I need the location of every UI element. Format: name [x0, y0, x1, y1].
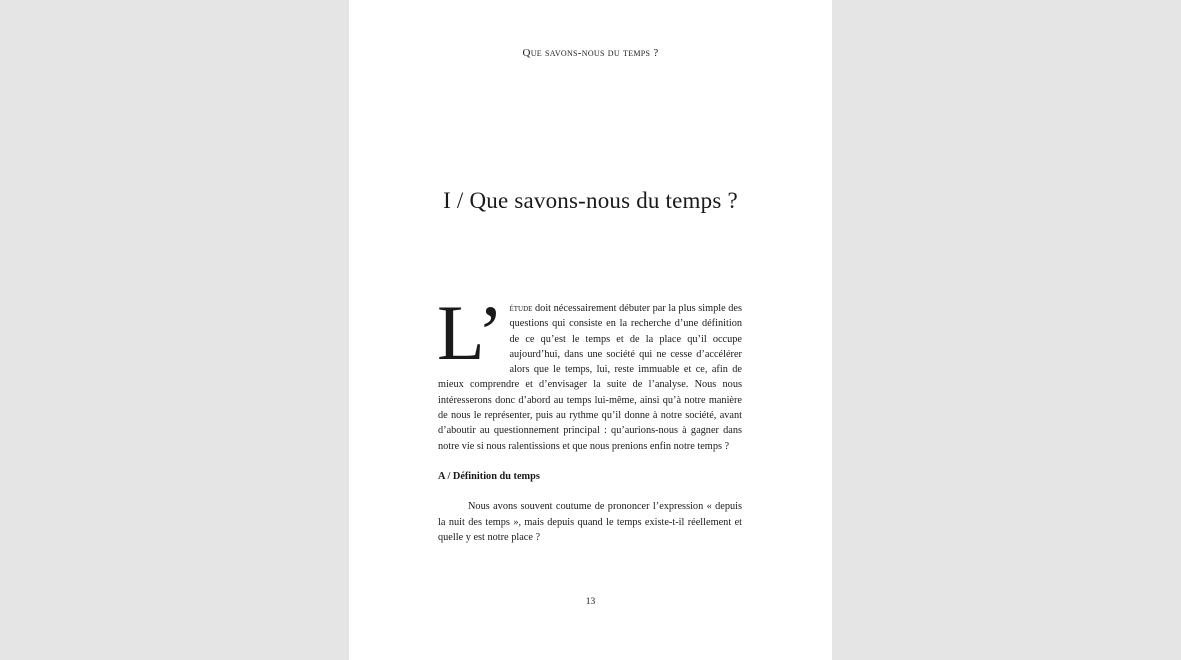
body-text [437, 289, 742, 545]
chapter-title: I / Que savons-nous du temps ? [443, 188, 738, 213]
page-number: 13 [585, 597, 596, 607]
intro-text: doit nécessairement débuter par la plus simple des questions qui consiste en la recherche d’une définition de ce qu’est le temps et de la place qu’il occupe aujourd’hui, dans une société qui ne cesse d’accélérer alors que le temps, lui, reste immuable et ce, afin de mieux comprendre et d’envisager la suite de l’analyse. Nous nous intéresserons donc d’abord au temps lui-même, ainsi qu’à notre manière de nous le représenter, puis au rythme qu’il donne à notre société, avant d’aboutir au questionnement principal : qu’aurions-nous à gagner dans notre vie si nous ralentissions et que nous prenions enfin notre temps ? [438, 303, 742, 452]
section-heading: A / Définition du temps [438, 470, 540, 482]
intro-first-word: étude [509, 303, 533, 314]
body-paragraph: Nous avons souvent coutume de prononcer l’expression « depuis la nuit des temps », mais depuis quand le temps existe-t-il réellement et quelle y est notre place ? [438, 501, 742, 543]
book-page [349, 0, 832, 660]
running-head: Que savons-nous du temps ? [522, 47, 659, 59]
intro-paragraph [437, 289, 742, 454]
drop-cap: L’ [437, 289, 504, 376]
